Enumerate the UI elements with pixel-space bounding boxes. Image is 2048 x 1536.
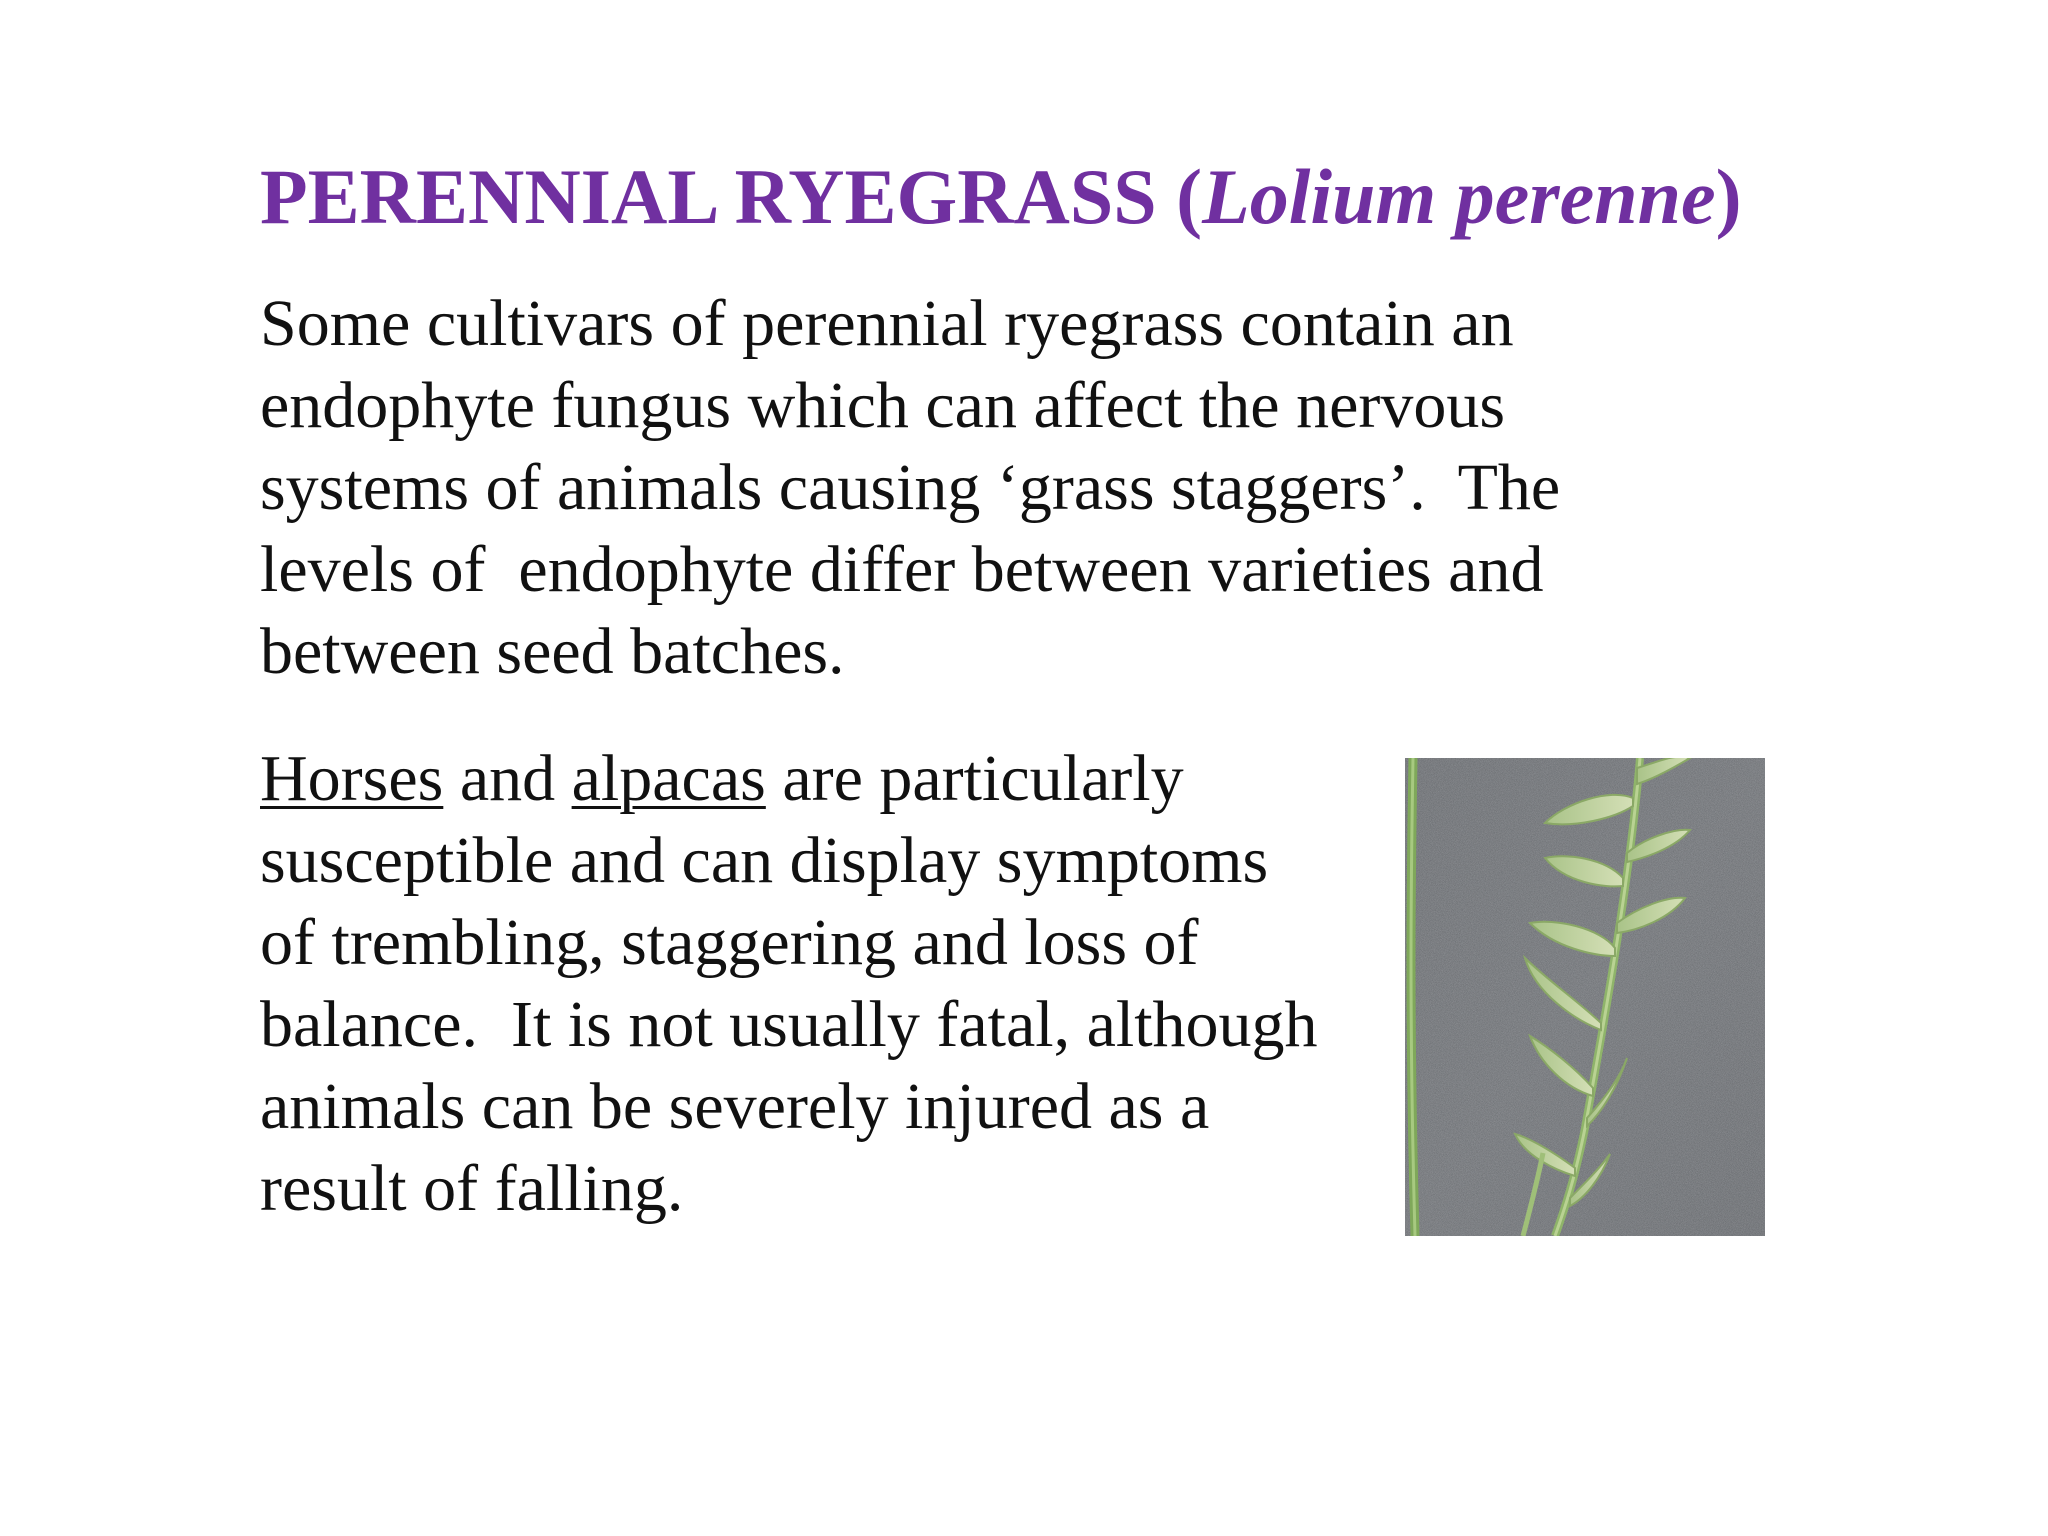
paragraph-line <box>260 738 1400 820</box>
text-rest: are particularly <box>765 742 1184 815</box>
paragraph-line: of trembling, staggering and loss of <box>260 906 1199 979</box>
paragraph-line: balance. It is not usually fatal, although <box>260 988 1318 1061</box>
paragraph-susceptible-animals <box>260 738 1400 1230</box>
link-alpacas[interactable]: alpacas <box>571 742 766 815</box>
paragraph-line: systems of animals causing ‘grass staggers’. The <box>260 451 1561 524</box>
paragraph-endophyte <box>260 283 1660 693</box>
title-common-name: PERENNIAL RYEGRASS ( <box>260 153 1203 240</box>
paragraph-line: Some cultivars of perennial ryegrass contain an <box>260 287 1514 360</box>
link-horses[interactable]: Horses <box>260 742 444 815</box>
slide-title <box>260 150 1742 244</box>
title-scientific-name: Lolium perenne <box>1202 153 1716 240</box>
paragraph-line: susceptible and can display symptoms <box>260 824 1269 897</box>
paragraph-line: between seed batches. <box>260 615 845 688</box>
ryegrass-photo-drawing <box>1405 758 1765 1236</box>
paragraph-line: animals can be severely injured as a <box>260 1070 1210 1143</box>
ryegrass-photo <box>1405 758 1765 1236</box>
paragraph-line: levels of endophyte differ between varieties and <box>260 533 1544 606</box>
title-close-paren: ) <box>1715 153 1742 240</box>
paragraph-line: endophyte fungus which can affect the nervous <box>260 369 1506 442</box>
paragraph-line: result of falling. <box>260 1152 684 1225</box>
text-and: and <box>443 742 572 815</box>
